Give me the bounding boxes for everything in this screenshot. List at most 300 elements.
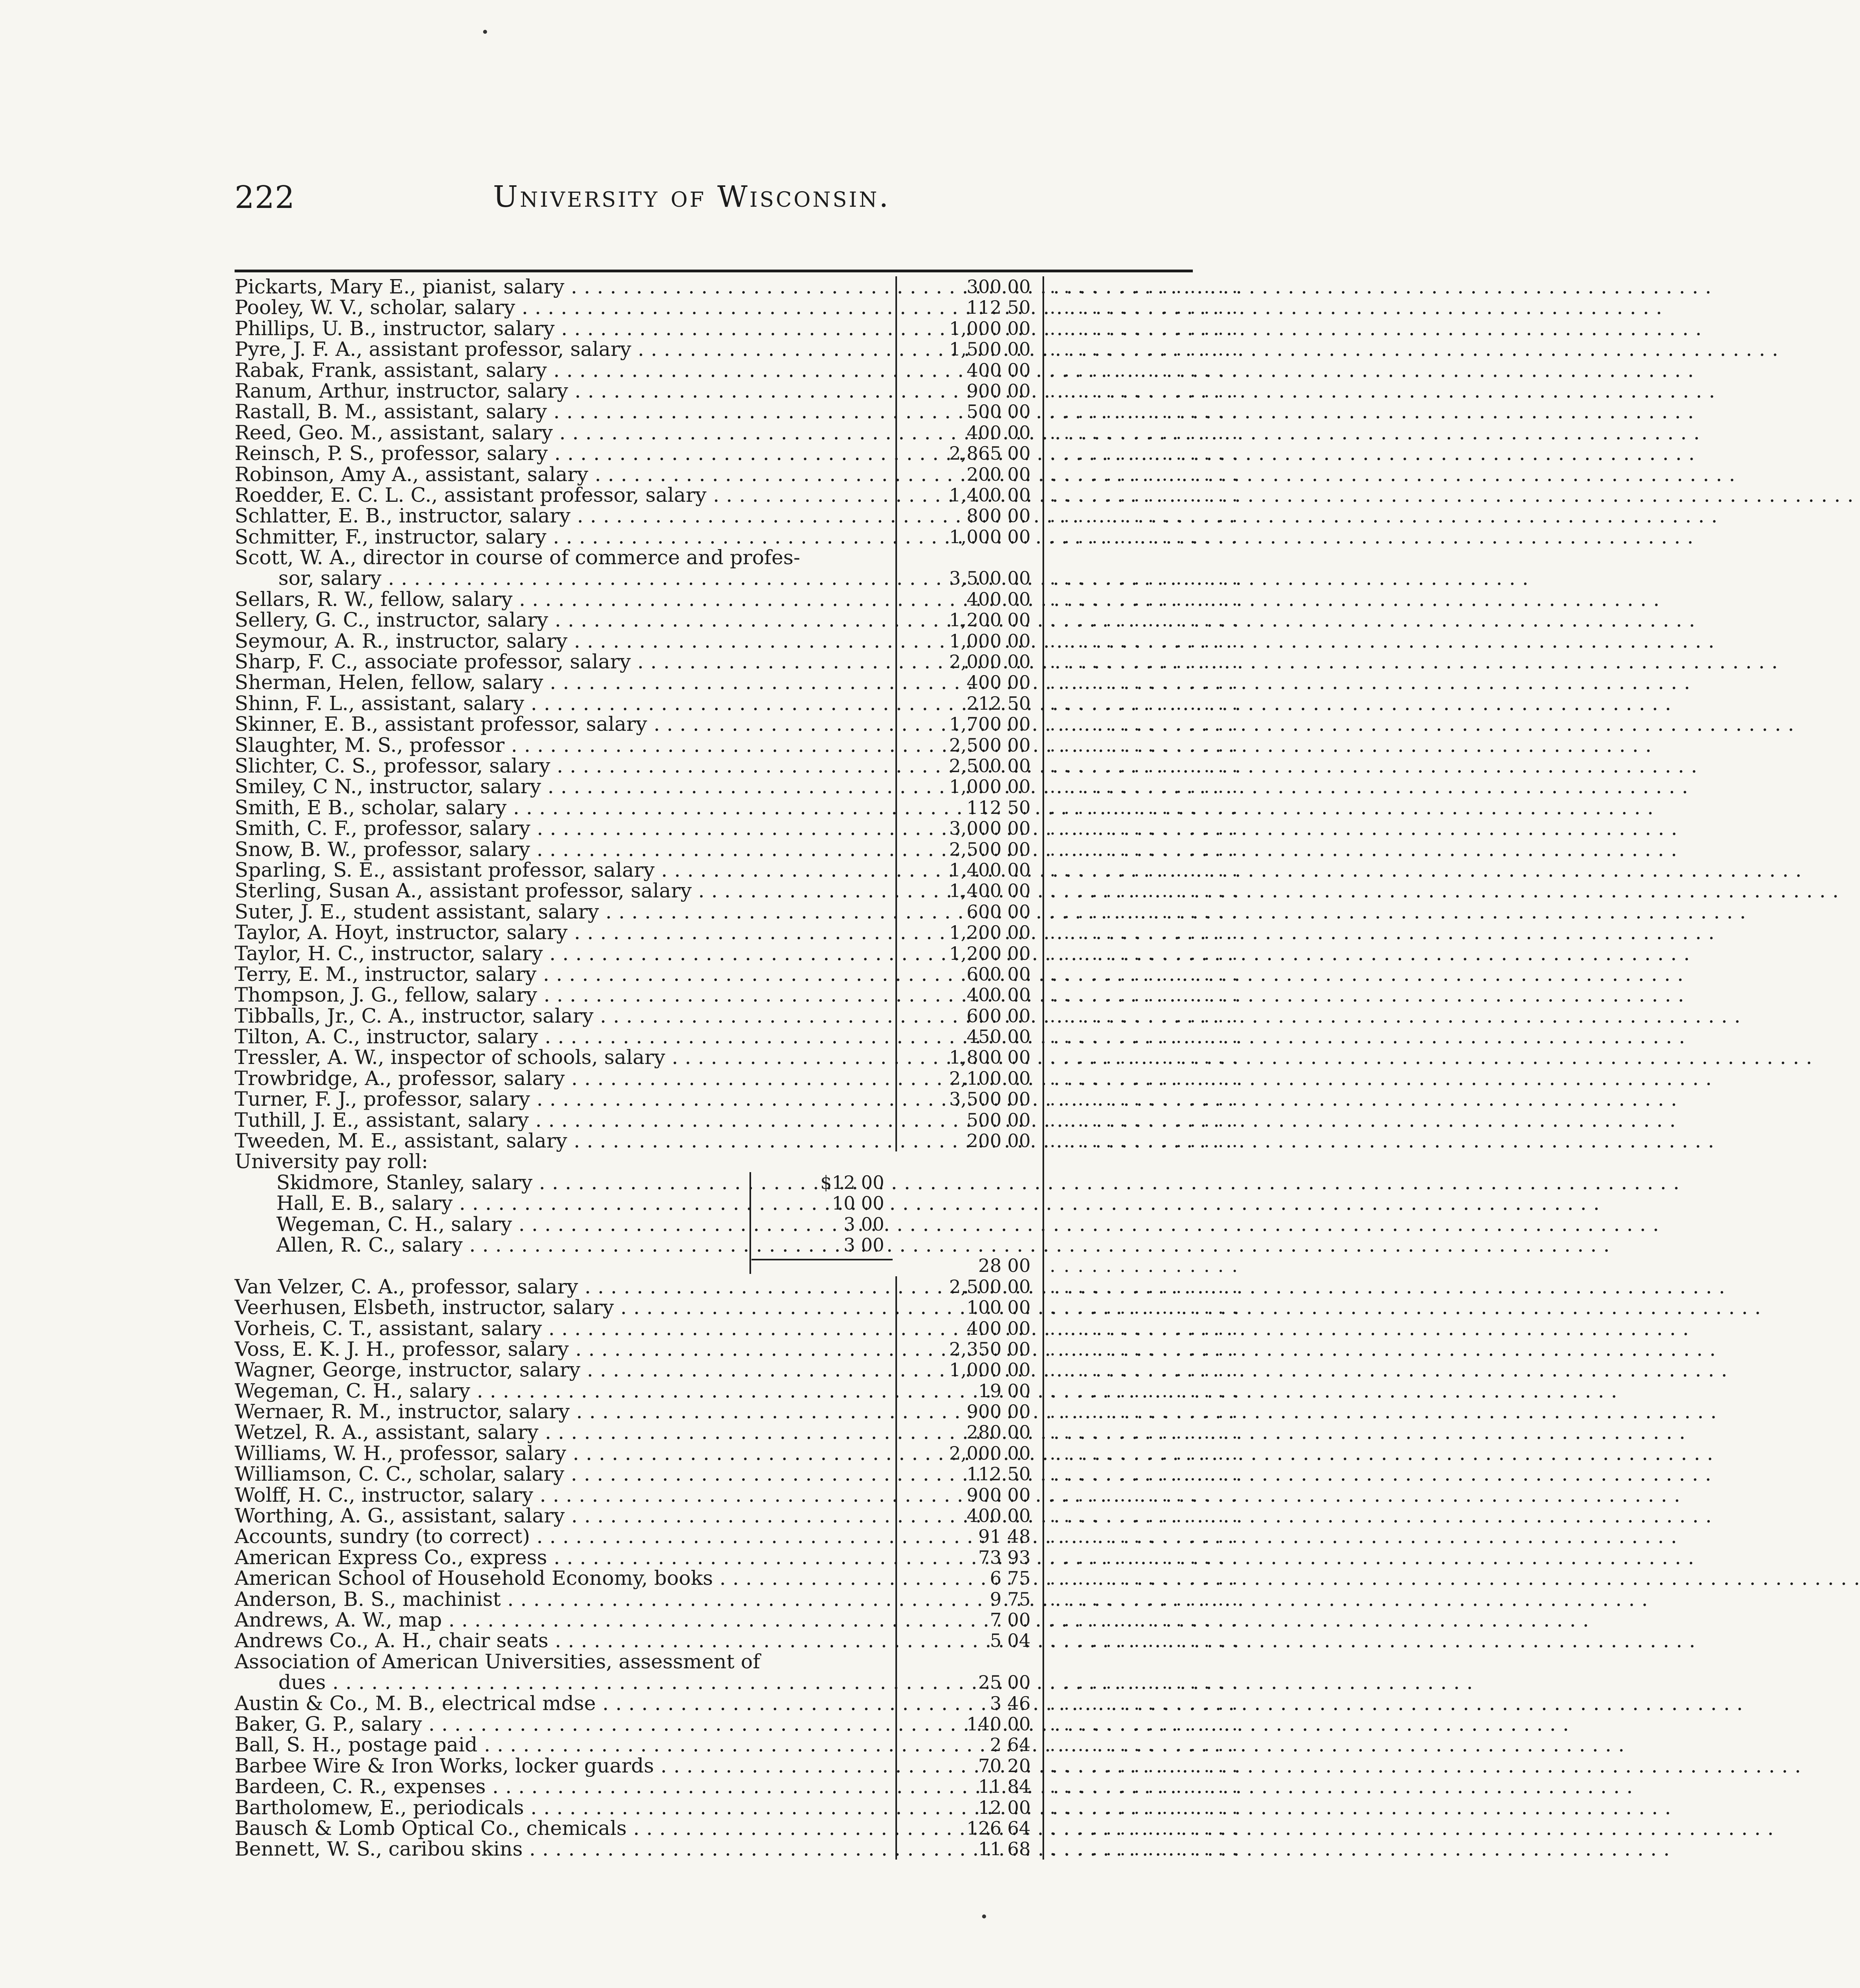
entry-amount: 1,200 00 <box>949 609 1031 631</box>
ledger-row <box>0 318 1298 339</box>
ledger-row <box>0 339 1298 359</box>
status-dots: . . . . . . . . . . . . . . <box>1050 1838 1239 1860</box>
status-dots: . . . . . . . . . . . . . . <box>1050 1088 1239 1110</box>
entry-description: Suter, J. E., student assistant, salary . . . <box>235 901 895 922</box>
column-rule-left <box>895 1276 897 1860</box>
ledger-row <box>0 276 1298 297</box>
status-dots: . . . . . . . . . . . . . . <box>1050 880 1239 902</box>
status-dots: . . . . . . . . . . . . . . <box>1050 734 1239 756</box>
status-dots: . . . . . . . . . . . . . . <box>1050 963 1239 985</box>
entry-amount: 280 00 <box>967 1421 1031 1443</box>
entry-description: Thompson, J. G., fellow, salary . . . <box>235 984 895 1005</box>
ledger-row <box>0 880 1298 901</box>
ledger-row <box>0 651 1298 672</box>
entry-description: Bausch & Lomb Optical Co., chemicals . . . <box>235 1818 895 1839</box>
entry-amount: 100 00 <box>967 1297 1031 1318</box>
ledger-row <box>0 1526 1298 1547</box>
ledger-row <box>0 755 1298 776</box>
status-dots: . . . . . . . . . . . . . . <box>1050 1109 1239 1131</box>
entry-amount: 2,350 00 <box>949 1338 1031 1360</box>
entry-amount: 1,400 00 <box>949 859 1031 881</box>
status-dots: . . . . . . . . . . . . . . <box>1050 1526 1239 1547</box>
entry-description: Baker, G. P., salary . . . <box>235 1714 895 1734</box>
ledger-row <box>0 443 1298 464</box>
entry-description: Tweeden, M. E., assistant, salary . . . <box>235 1130 895 1151</box>
entry-amount: 9 75 <box>990 1588 1031 1610</box>
entry-amount: 2,100 00 <box>949 1067 1031 1089</box>
payroll-sum-rule <box>751 1259 893 1260</box>
ledger-row <box>0 1047 1298 1068</box>
status-dots: . . . . . . . . . . . . . . <box>1050 1692 1239 1714</box>
entry-amount: 400 00 <box>967 984 1031 1006</box>
entry-amount: 1,400 00 <box>949 880 1031 902</box>
entry-amount: 900 00 <box>967 380 1031 402</box>
ledger-row <box>0 1693 1298 1714</box>
entry-description: Taylor, A. Hoyt, instructor, salary . . . <box>235 922 895 943</box>
ledger-row <box>0 776 1298 797</box>
entry-description: Rastall, B. M., assistant, salary . . . <box>235 401 895 422</box>
status-dots: . . . . . . . . . . . . . . <box>1050 1026 1239 1048</box>
status-dots: . . . . . . . . . . . . . . <box>1050 484 1239 506</box>
entry-amount: 900 00 <box>967 1484 1031 1506</box>
ledger-table <box>0 276 1298 1860</box>
entry-description-line2: dues . . . <box>278 1672 938 1693</box>
entry-amount: 200 00 <box>967 1130 1031 1152</box>
entry-description-line1: Scott, W. A., director in course of commerce and profes- <box>235 546 800 569</box>
ledger-row <box>0 922 1298 943</box>
status-dots: . . . . . . . . . . . . . . <box>1050 1401 1239 1423</box>
status-dots: . . . . . . . . . . . . . . <box>1050 359 1239 381</box>
entry-description: Bennett, W. S., caribou skins . . . <box>235 1839 895 1859</box>
status-dots: . . . . . . . . . . . . . . <box>1050 901 1239 922</box>
payroll-item-amount: $12 00 <box>820 1171 884 1193</box>
status-dots: . . . . . . . . . . . . . . <box>1050 1421 1239 1443</box>
entry-amount: 1,200 00 <box>949 922 1031 944</box>
entry-amount: 140 00 <box>967 1713 1031 1735</box>
entry-amount: 1,200 00 <box>949 942 1031 964</box>
status-dots: . . . . . . . . . . . . . . <box>1050 317 1239 339</box>
status-dots: . . . . . . . . . . . . . . <box>1050 505 1239 527</box>
entry-amount: 112 50 <box>967 297 1031 318</box>
payroll-item-amount: 10 00 <box>832 1192 884 1214</box>
entry-description: Sterling, Susan A., assistant professor, salary . . . <box>235 880 895 901</box>
entry-description: Rabak, Frank, assistant, salary . . . <box>235 360 895 381</box>
status-dots: . . . . . . . . . . . . . . <box>1050 1734 1239 1756</box>
entry-amount: 400 00 <box>967 359 1031 381</box>
entry-amount: 400 00 <box>967 588 1031 610</box>
payroll-item-description: Skidmore, Stanley, salary . . . <box>276 1172 746 1193</box>
status-dots: . . . . . . . . . . . . . . <box>1050 796 1239 818</box>
ledger-row <box>0 1547 1298 1568</box>
entry-amount: 3 46 <box>990 1692 1031 1714</box>
ledger-row <box>0 1443 1298 1464</box>
entry-amount: 200 00 <box>967 463 1031 485</box>
ledger-row <box>0 589 1298 610</box>
header-rule <box>235 270 1193 272</box>
ledger-row <box>0 1839 1298 1859</box>
ledger-row <box>0 1214 1298 1235</box>
entry-amount: 1,800 00 <box>949 1046 1031 1068</box>
payroll-heading: University pay roll: <box>235 1150 428 1173</box>
entry-amount: 112 50 <box>967 796 1031 818</box>
entry-amount: 2,000 00 <box>949 1442 1031 1464</box>
payroll-item-amount: 3 00 <box>843 1213 884 1235</box>
status-dots: . . . . . . . . . . . . . . <box>1050 401 1239 423</box>
ledger-row <box>0 1172 1298 1193</box>
ink-speck <box>483 30 487 34</box>
entry-description: Snow, B. W., professor, salary . . . <box>235 839 895 860</box>
ledger-row <box>0 1026 1298 1047</box>
status-dots: . . . . . . . . . . . . . . <box>1050 338 1239 360</box>
entry-description: Voss, E. K. J. H., professor, salary . . . <box>235 1339 895 1359</box>
status-dots: . . . . . . . . . . . . . . <box>1050 1776 1239 1798</box>
entry-description: Ranum, Arthur, instructor, salary . . . <box>235 381 895 401</box>
entry-description: Andrews Co., A. H., chair seats . . . <box>235 1630 895 1651</box>
entry-description: Sherman, Helen, fellow, salary . . . <box>235 672 895 693</box>
entry-description: Pyre, J. F. A., assistant professor, salary . . . <box>235 339 895 359</box>
payroll-item-description: Hall, E. B., salary . . . <box>276 1193 746 1213</box>
status-dots: . . . . . . . . . . . . . . <box>1050 297 1239 318</box>
status-dots: . . . . . . . . . . . . . . <box>1050 1505 1239 1527</box>
ledger-row <box>0 693 1298 714</box>
entry-amount: 600 00 <box>967 1005 1031 1027</box>
ledger-row <box>0 901 1298 922</box>
entry-description: Smiley, C N., instructor, salary . . . <box>235 776 895 797</box>
status-dots: . . . . . . . . . . . . . . <box>1050 922 1239 944</box>
ledger-row <box>0 1672 1298 1693</box>
ledger-row <box>0 714 1298 734</box>
ledger-row <box>0 401 1298 422</box>
entry-description: Skinner, E. B., assistant professor, salary . . . <box>235 714 895 734</box>
ledger-row <box>0 1485 1298 1505</box>
status-dots: . . . . . . . . . . . . . . <box>1050 1609 1239 1631</box>
ledger-row <box>0 422 1298 443</box>
entry-description: Bardeen, C. R., expenses . . . <box>235 1776 895 1797</box>
ledger-row <box>0 1130 1298 1151</box>
entry-description-line1: Association of American Universities, assessment of <box>235 1650 760 1673</box>
entry-amount: 12 00 <box>978 1796 1031 1818</box>
entry-amount: 91 48 <box>978 1526 1031 1547</box>
ledger-row <box>0 1068 1298 1089</box>
payroll-total: 28 00 <box>978 1255 1031 1277</box>
entry-description: Accounts, sundry (to correct) . . . <box>235 1526 895 1547</box>
payroll-item-amount: 3 00 <box>843 1234 884 1256</box>
status-dots: . . . . . . . . . . . . . . <box>1050 1630 1239 1652</box>
status-dots: . . . . . . . . . . . . . . <box>1050 526 1239 547</box>
entry-description: Vorheis, C. T., assistant, salary . . . <box>235 1318 895 1339</box>
ledger-row <box>0 1297 1298 1318</box>
entry-description: Sellery, G. C., instructor, salary . . . <box>235 610 895 630</box>
entry-amount: 112 50 <box>967 1463 1031 1485</box>
ledger-row <box>0 1464 1298 1484</box>
column-rule-right <box>1043 276 1044 1860</box>
ledger-row <box>0 860 1298 880</box>
status-dots: . . . . . . . . . . . . . . <box>1050 838 1239 860</box>
entry-amount: 3,500 00 <box>949 1088 1031 1110</box>
ledger-row <box>0 1651 1298 1672</box>
entry-description: Terry, E. M., instructor, salary . . . <box>235 964 895 984</box>
status-dots: . . . . . . . . . . . . . . <box>1050 1067 1239 1089</box>
entry-amount: 70 20 <box>978 1755 1031 1776</box>
status-dots: . . . . . . . . . . . . . . <box>1050 609 1239 631</box>
status-dots: . . . . . . . . . . . . . . <box>1050 692 1239 714</box>
entry-amount: 2,500 00 <box>949 1276 1031 1297</box>
entry-description: Tressler, A. W., inspector of schools, salary . . . <box>235 1047 895 1068</box>
entry-description: Wolff, H. C., instructor, salary . . . <box>235 1485 895 1505</box>
entry-description: Schlatter, E. B., instructor, salary . . . <box>235 505 895 526</box>
entry-amount: 7 00 <box>990 1609 1031 1631</box>
status-dots: . . . . . . . . . . . . . . <box>1050 1005 1239 1027</box>
entry-description: Slichter, C. S., professor, salary . . . <box>235 755 895 776</box>
ledger-row <box>0 526 1298 547</box>
page-number: 222 <box>235 180 295 215</box>
entry-amount: 600 00 <box>967 901 1031 922</box>
ledger-row <box>0 1276 1298 1297</box>
ledger-row <box>0 485 1298 505</box>
ledger-row <box>0 1818 1298 1839</box>
entry-description: Reed, Geo. M., assistant, salary . . . <box>235 422 895 443</box>
ledger-row <box>0 1110 1298 1130</box>
entry-amount: 11 68 <box>978 1838 1031 1860</box>
ledger-row <box>0 1089 1298 1109</box>
status-dots: . . . . . . . . . . . . . . <box>1050 1338 1239 1360</box>
entry-amount: 3,500 00 <box>949 567 1031 589</box>
ledger-row <box>0 1797 1298 1818</box>
status-dots: . . . . . . . . . . . . . . <box>1050 443 1239 464</box>
entry-description: Smith, E B., scholar, salary . . . <box>235 797 895 818</box>
ledger-row <box>0 818 1298 839</box>
status-dots: . . . . . . . . . . . . . . <box>1050 1796 1239 1818</box>
entry-description: Austin & Co., M. B., electrical mdse . . . <box>235 1693 895 1714</box>
ledger-row <box>0 547 1298 568</box>
entry-amount: 19 00 <box>978 1380 1031 1402</box>
entry-amount: 212 50 <box>967 692 1031 714</box>
entry-amount: 2 64 <box>990 1734 1031 1756</box>
ledger-row <box>0 984 1298 1005</box>
ink-speck <box>982 1914 986 1918</box>
entry-description: Phillips, U. B., instructor, salary . . . <box>235 318 895 339</box>
entry-description: Shinn, F. L., assistant, salary . . . <box>235 693 895 714</box>
ledger-row <box>0 381 1298 401</box>
ledger-row <box>0 297 1298 318</box>
entry-description: American School of Household Economy, books . . . <box>235 1568 895 1588</box>
ledger-row <box>0 797 1298 818</box>
entry-description: Pooley, W. V., scholar, salary . . . <box>235 297 895 318</box>
ledger-row <box>0 1359 1298 1380</box>
ledger-row <box>0 360 1298 381</box>
entry-description: Sellars, R. W., fellow, salary . . . <box>235 589 895 610</box>
entry-description: Reinsch, P. S., professor, salary . . . <box>235 443 895 464</box>
running-head: University of Wisconsin. <box>493 180 891 214</box>
ledger-row <box>0 1422 1298 1442</box>
entry-amount: 11 84 <box>978 1776 1031 1798</box>
entry-description: Sparling, S. E., assistant professor, salary . . . <box>235 860 895 880</box>
entry-description: Veerhusen, Elsbeth, instructor, salary . . . <box>235 1297 895 1318</box>
entry-amount: 5 04 <box>990 1630 1031 1652</box>
entry-amount: 1,700 00 <box>949 713 1031 735</box>
entry-description: Roedder, E. C. L. C., assistant professor, salary . . . <box>235 485 895 505</box>
status-dots: . . . . . . . . . . . . . . <box>1050 1567 1239 1589</box>
status-dots: . . . . . . . . . . . . . . <box>1050 984 1239 1006</box>
entry-description: Wetzel, R. A., assistant, salary . . . <box>235 1422 895 1442</box>
ledger-row <box>0 1006 1298 1026</box>
ledger-row <box>0 505 1298 526</box>
status-dots: . . . . . . . . . . . . . . <box>1050 1380 1239 1402</box>
payroll-item-description: Allen, R. C., salary . . . <box>276 1235 746 1255</box>
status-dots: . . . . . . . . . . . . . . <box>1050 1713 1239 1735</box>
status-dots: . . . . . . . . . . . . . . <box>1050 672 1239 693</box>
ledger-row <box>0 1339 1298 1359</box>
entry-description: Anderson, B. S., machinist . . . <box>235 1589 895 1609</box>
entry-description: Robinson, Amy A., assistant, salary . . . <box>235 464 895 485</box>
entry-amount: 400 00 <box>967 421 1031 443</box>
entry-amount: 800 00 <box>967 505 1031 527</box>
entry-amount: 1,000 00 <box>949 317 1031 339</box>
ledger-row <box>0 1714 1298 1734</box>
ledger-row <box>0 1380 1298 1401</box>
ledger-row <box>0 568 1298 588</box>
status-dots: . . . . . . . . . . . . . . <box>1050 588 1239 610</box>
entry-amount: 900 00 <box>967 1401 1031 1423</box>
status-dots: . . . . . . . . . . . . . . <box>1050 1130 1239 1152</box>
entry-description: Wegeman, C. H., salary . . . <box>235 1380 895 1401</box>
status-dots: . . . . . . . . . . . . . . <box>1050 1297 1239 1318</box>
entry-description: Smith, C. F., professor, salary . . . <box>235 818 895 839</box>
entry-amount: 500 00 <box>967 1109 1031 1131</box>
entry-description: Worthing, A. G., assistant, salary . . . <box>235 1505 895 1526</box>
entry-description: Slaughter, M. S., professor . . . <box>235 735 895 755</box>
status-dots: . . . . . . . . . . . . . . <box>1050 713 1239 735</box>
entry-description: Tuthill, J. E., assistant, salary . . . <box>235 1110 895 1130</box>
entry-amount: 400 00 <box>967 1505 1031 1527</box>
entry-description: Barbee Wire & Iron Works, locker guards . . . <box>235 1755 895 1776</box>
entry-amount: 400 00 <box>967 1317 1031 1339</box>
entry-description: Seymour, A. R., instructor, salary . . . <box>235 631 895 651</box>
column-rule-left <box>895 276 897 1151</box>
ledger-row <box>0 1151 1298 1172</box>
entry-description: Tibballs, Jr., C. A., instructor, salary . . . <box>235 1006 895 1026</box>
ledger-row <box>0 839 1298 860</box>
ledger-row <box>0 1609 1298 1630</box>
ledger-row <box>0 964 1298 984</box>
entry-description: Sharp, F. C., associate professor, salary . . . <box>235 651 895 672</box>
entry-amount: 1,000 00 <box>949 776 1031 798</box>
entry-amount: 126 64 <box>967 1817 1031 1839</box>
entry-amount: 1,000 00 <box>949 630 1031 652</box>
entry-amount: 600 00 <box>967 963 1031 985</box>
status-dots: . . . . . . . . . . . . . . <box>1050 567 1239 589</box>
entry-amount: 2,000 00 <box>949 651 1031 673</box>
ledger-row <box>0 1630 1298 1651</box>
status-dots: . . . . . . . . . . . . . . <box>1050 463 1239 485</box>
entry-amount: 300 00 <box>967 276 1031 297</box>
status-dots: . . . . . . . . . . . . . . <box>1050 1046 1239 1068</box>
status-dots: . . . . . . . . . . . . . . <box>1050 942 1239 964</box>
status-dots: . . . . . . . . . . . . . . <box>1050 380 1239 402</box>
entry-amount: 2,500 00 <box>949 734 1031 756</box>
entry-description: Andrews, A. W., map . . . <box>235 1609 895 1630</box>
entry-description: Pickarts, Mary E., pianist, salary . . . <box>235 276 895 297</box>
ledger-row <box>0 1318 1298 1339</box>
entry-description: Van Velzer, C. A., professor, salary . . . <box>235 1276 895 1297</box>
entry-description-line2: sor, salary . . . <box>278 568 938 588</box>
payroll-item-description: Wegeman, C. H., salary . . . <box>276 1214 746 1235</box>
entry-amount: 3,000 00 <box>949 817 1031 839</box>
entry-amount: 2,865 00 <box>949 443 1031 464</box>
payroll-subcolumn-rule <box>749 1172 751 1274</box>
status-dots: . . . . . . . . . . . . . . <box>1050 755 1239 777</box>
ledger-row <box>0 735 1298 755</box>
status-dots: . . . . . . . . . . . . . . <box>1050 276 1239 297</box>
entry-description: Wagner, George, instructor, salary . . . <box>235 1359 895 1380</box>
entry-description: Williams, W. H., professor, salary . . . <box>235 1443 895 1464</box>
status-dots: . . . . . . . . . . . . . . <box>1050 1255 1239 1277</box>
entry-amount: 1,400 00 <box>949 484 1031 506</box>
status-dots: . . . . . . . . . . . . . . <box>1050 1359 1239 1381</box>
entry-description: Tilton, A. C., instructor, salary . . . <box>235 1026 895 1047</box>
ledger-row <box>0 1255 1298 1276</box>
entry-amount: 1,500 00 <box>949 338 1031 360</box>
entry-description: Williamson, C. C., scholar, salary . . . <box>235 1464 895 1484</box>
status-dots: . . . . . . . . . . . . . . <box>1050 817 1239 839</box>
entry-description: American Express Co., express . . . <box>235 1547 895 1568</box>
status-dots: . . . . . . . . . . . . . . <box>1050 1755 1239 1776</box>
ledger-row <box>0 1401 1298 1422</box>
entry-description: Wernaer, R. M., instructor, salary . . . <box>235 1401 895 1422</box>
entry-description: Schmitter, F., instructor, salary . . . <box>235 526 895 547</box>
ledger-row <box>0 1734 1298 1755</box>
entry-amount: 1,000 00 <box>949 1359 1031 1381</box>
status-dots: . . . . . . . . . . . . . . <box>1050 1484 1239 1506</box>
entry-amount: 500 00 <box>967 401 1031 423</box>
entry-amount: 400 00 <box>967 672 1031 693</box>
status-dots: . . . . . . . . . . . . . . <box>1050 1588 1239 1610</box>
status-dots: . . . . . . . . . . . . . . <box>1050 630 1239 652</box>
status-dots: . . . . . . . . . . . . . . <box>1050 651 1239 673</box>
status-dots: . . . . . . . . . . . . . . <box>1050 1463 1239 1485</box>
entry-amount: 1,000 00 <box>949 526 1031 547</box>
ledger-row <box>0 943 1298 964</box>
status-dots: . . . . . . . . . . . . . . <box>1050 1546 1239 1568</box>
ledger-row <box>0 1235 1298 1255</box>
status-dots: . . . . . . . . . . . . . . <box>1050 1317 1239 1339</box>
entry-amount: 25 00 <box>978 1672 1031 1693</box>
ledger-row <box>0 610 1298 630</box>
entry-description: Ball, S. H., postage paid . . . <box>235 1734 895 1755</box>
ledger-row <box>0 1505 1298 1526</box>
entry-amount: 2,500 00 <box>949 838 1031 860</box>
ledger-row <box>0 672 1298 693</box>
entry-description: Taylor, H. C., instructor, salary . . . <box>235 943 895 964</box>
entry-description: Turner, F. J., professor, salary . . . <box>235 1089 895 1109</box>
status-dots: . . . . . . . . . . . . . . <box>1050 1672 1239 1693</box>
entry-amount: 2,500 00 <box>949 755 1031 777</box>
entry-amount: 450 00 <box>967 1026 1031 1048</box>
entry-description: Trowbridge, A., professor, salary . . . <box>235 1068 895 1089</box>
ledger-row <box>0 1568 1298 1588</box>
ledger-row <box>0 1755 1298 1776</box>
ledger-row <box>0 464 1298 485</box>
ledger-row <box>0 1776 1298 1797</box>
status-dots: . . . . . . . . . . . . . . <box>1050 1442 1239 1464</box>
ledger-row <box>0 1589 1298 1609</box>
status-dots: . . . . . . . . . . . . . . <box>1050 421 1239 443</box>
status-dots: . . . . . . . . . . . . . . <box>1050 776 1239 798</box>
entry-description: Bartholomew, E., periodicals . . . <box>235 1797 895 1818</box>
ledger-row <box>0 1193 1298 1213</box>
entry-amount: 73 93 <box>978 1546 1031 1568</box>
status-dots: . . . . . . . . . . . . . . <box>1050 1817 1239 1839</box>
